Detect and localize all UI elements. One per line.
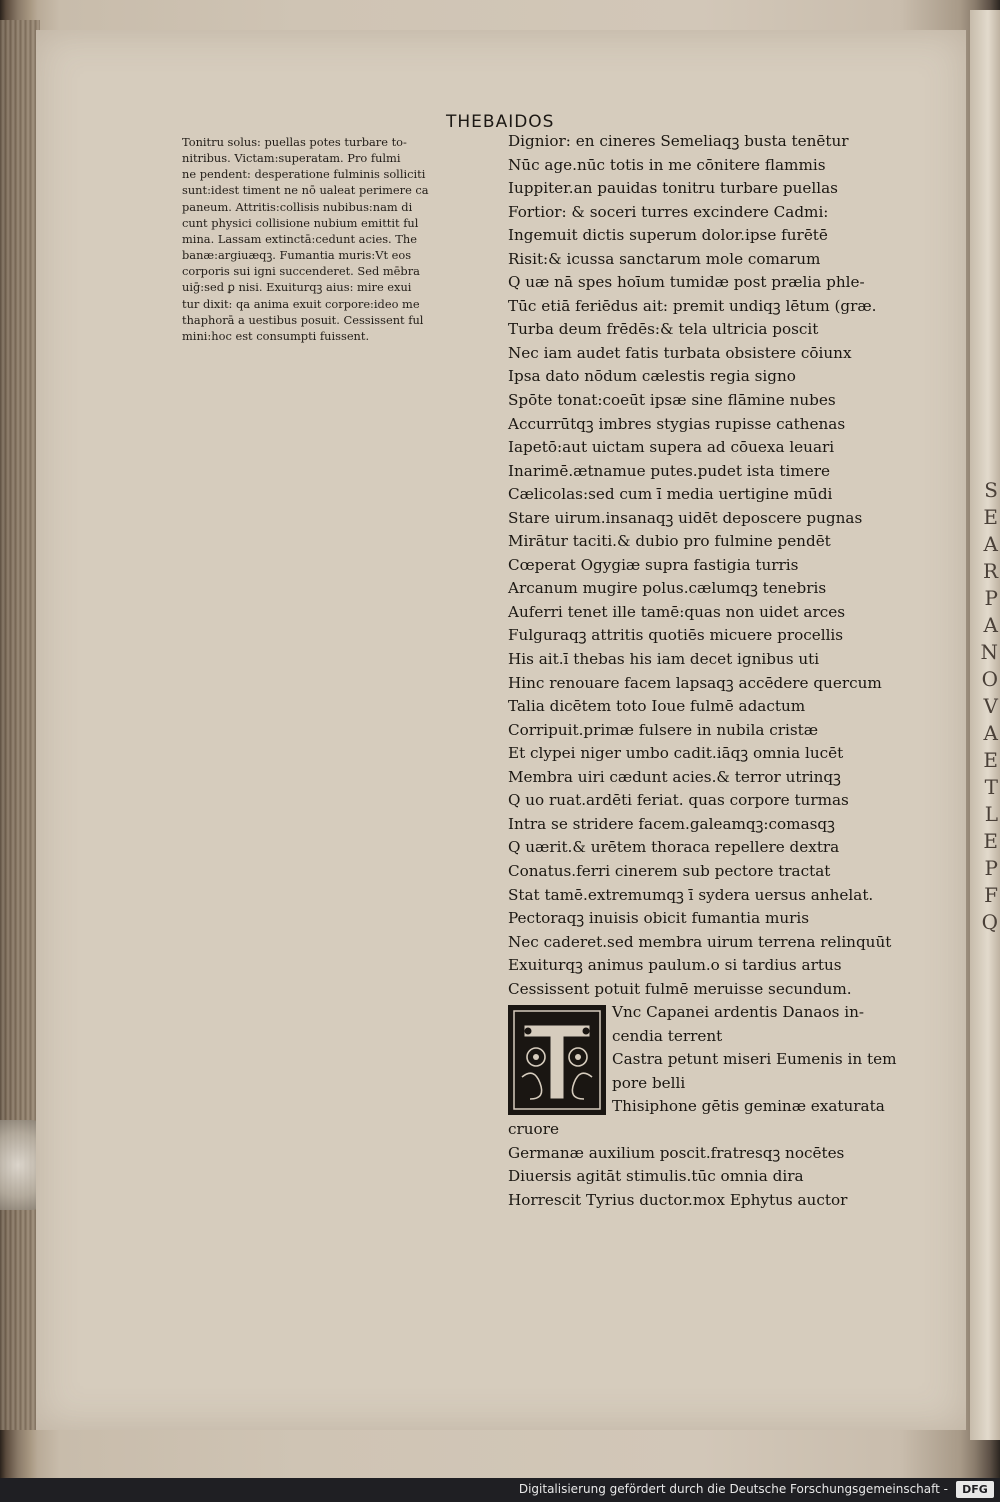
verse-lines-before-line: Q uo ruat.ardēti feriat. quas corpore turmas [508, 791, 849, 810]
verse-lines-before-line: Stare uirum.insanaqꝫ uidēt deposcere pugnas [508, 508, 863, 527]
verse-lines-before-line: Hinc renouare facem lapsaqꝫ accēdere quercum [508, 673, 882, 692]
facing-page-letter: E [983, 748, 998, 772]
verse-lines-before-line: Mirātur taciti.& dubio pro fulmine pendēt [508, 532, 831, 551]
facing-page-letter: A [983, 721, 998, 745]
verse-lines-after [508, 1118, 928, 1212]
initial-lines-line: pore belli [612, 1073, 686, 1092]
verse-lines-before-line: Iuppiter.an pauidas tonitru turbare puellas [508, 179, 838, 198]
initial-lines-line: Thisiphone gētis geminæ exaturata [612, 1097, 885, 1116]
commentary-line: paneum. Attritis:collisis nubibus:nam di [182, 199, 413, 214]
footer-bar [0, 1478, 1000, 1502]
commentary-line: thaphorā a uestibus posuit. Cessissent ful [182, 312, 424, 327]
commentary-line: mina. Lassam extinctā:cedunt acies. The [182, 231, 417, 246]
facing-page-letter: V [983, 694, 998, 718]
verse-lines-before-line: Fortior: & soceri turres excindere Cadmi: [508, 202, 829, 221]
verse-lines-before-line: Tūc etiā feriēdus ait: premit undiqꝫ lētum (græ. [508, 296, 877, 315]
verse-lines-before-line: Nec caderet.sed membra uirum terrena relinquūt [508, 932, 892, 951]
commentary-line: uiḡ:sed ꝑ nisi. Exuiturqꝫ aius: mire exui [182, 280, 412, 295]
facing-page-letter: R [982, 559, 998, 583]
verse-lines-after-line: Diuersis agitāt stimulis.tūc omnia dira [508, 1167, 804, 1186]
dfg-logo: DFG [956, 1481, 994, 1498]
verse-lines-before-line: Risit:& icussa sanctarum mole comarum [508, 249, 821, 268]
initial-lines-line: cendia terrent [612, 1026, 723, 1045]
verse-lines-before-line: Cælicolas:sed cum ī media uertigine mūdi [508, 485, 833, 504]
verse-lines-before-line: Ingemuit dictis superum dolor.ipse furētē [508, 226, 828, 245]
verse-lines-before-line: His ait.ī thebas his iam decet ignibus uti [508, 650, 820, 669]
footer-credit: Digitalisierung gefördert durch die Deutsche Forschungsgemeinschaft - [518, 1482, 948, 1496]
verse-column [508, 130, 928, 1212]
verse-lines-before-line: Ipsa dato nōdum cælestis regia signo [508, 367, 796, 386]
facing-page-letter: A [983, 532, 998, 556]
facing-page-letter: P [984, 856, 998, 880]
initial-lines [612, 1001, 932, 1119]
verse-lines-before-line: Talia dicētem toto Ioue fulmē adactum [508, 697, 806, 716]
commentary-line: ne pendent: desperatione fulminis solliciti [182, 167, 426, 182]
running-head: THEBAIDOS [446, 112, 555, 132]
verse-lines-before-line: Cœperat Ogygiæ supra fastigia turris [508, 555, 799, 574]
verse-lines-before [508, 130, 928, 1001]
verse-lines-before-line: Corripuit.primæ fulsere in nubila cristæ [508, 720, 819, 739]
verse-lines-before-line: Cessissent potuit fulmē meruisse secundum. [508, 979, 852, 998]
facing-page-edge [970, 10, 1000, 1440]
verse-lines-after-line: Germanæ auxilium poscit.fratresqꝫ nocētes [508, 1143, 845, 1162]
commentary-line: mini:hoc est consumpti fuissent. [182, 328, 370, 343]
facing-page-letter: Q [981, 910, 998, 934]
verse-lines-before-line: Turba deum frēdēs:& tela ultricia poscit [508, 320, 819, 339]
verse-lines-before-line: Q uæ nā spes hoīum tumidæ post prælia phle- [508, 273, 865, 292]
commentary-line: cunt physici collisione nubium emittit ful [182, 215, 419, 230]
facing-page-letter: O [981, 667, 998, 691]
commentary-line: sunt:idest timent ne nō ualeat perimere ca [182, 183, 429, 198]
commentary-line: corporis sui igni succenderet. Sed mēbra [182, 264, 420, 279]
verse-lines-before-line: Spōte tonat:coeūt ipsæ sine flāmine nubes [508, 391, 836, 410]
verse-lines-before-line: Conatus.ferri cinerem sub pectore tractat [508, 861, 831, 880]
verse-lines-before-line: Nec iam audet fatis turbata obsistere cōiunx [508, 343, 852, 362]
commentary-line: Tonitru solus: puellas potes turbare to- [182, 135, 407, 149]
verse-lines-before-line: Nūc age.nūc totis in me cōnitere flammis [508, 155, 826, 174]
verse-lines-before-line: Stat tamē.extremumqꝫ ī sydera uersus anhelat. [508, 885, 874, 904]
verse-lines-before-line: Intra se stridere facem.galeamqꝫ:comasqꝫ [508, 814, 835, 833]
facing-page-letter: A [983, 613, 998, 637]
verse-lines-before-line: Iapetō:aut uictam supera ad cōuexa leuari [508, 438, 835, 457]
decorated-initial-block [508, 1001, 928, 1118]
facing-page-letter: F [984, 883, 998, 907]
verse-lines-before-line: Pectoraqꝫ inuisis obicit fumantia muris [508, 909, 810, 928]
initial-lines-line: Vnc Capanei ardentis Danaos in- [612, 1003, 864, 1022]
verse-lines-before-line: Et clypei niger umbo cadit.iāqꝫ omnia lucēt [508, 744, 844, 763]
facing-page-letter: S [984, 478, 998, 502]
verse-lines-before-line: Exuiturqꝫ animus paulum.o si tardius artus [508, 956, 842, 975]
facing-page-letter: E [983, 829, 998, 853]
verse-lines-before-line: Fulguraqꝫ attritis quotiēs micuere procellis [508, 626, 844, 645]
commentary-line: nitribus. Victam:superatam. Pro fulmi [182, 151, 401, 166]
verse-lines-before-line: Q uærit.& urētem thoraca repellere dextra [508, 838, 840, 857]
verse-lines-after-line: Horrescit Tyrius ductor.mox Ephytus auctor [508, 1190, 848, 1209]
verse-lines-before-line: Dignior: en cineres Semeliaqꝫ busta tenētur [508, 132, 849, 150]
verse-lines-before-line: Inarimē.ætnamue putes.pudet ista timere [508, 461, 830, 480]
facing-page-letter: P [984, 586, 998, 610]
facing-page-letter: N [980, 640, 998, 664]
verse-lines-before-line: Membra uiri cædunt acies.& terror utrinqꝫ [508, 767, 841, 786]
verse-lines-after-line: cruore [508, 1120, 559, 1139]
commentary-column [182, 134, 496, 344]
facing-page-letter: L [984, 802, 998, 826]
initial-lines-line: Castra petunt miseri Eumenis in tem [612, 1050, 897, 1069]
facing-page-letter: E [983, 505, 998, 529]
verse-lines-before-line: Accurrūtqꝫ imbres stygias rupisse cathenas [508, 414, 846, 433]
woodcut-initial-t [508, 1005, 606, 1115]
commentary-line: tur dixit: qa anima exuit corpore:ideo me [182, 296, 420, 311]
commentary-line: banæ:argiuæqꝫ. Fumantia muris:Vt eos [182, 248, 412, 263]
page-edges-left [0, 20, 40, 1430]
facing-page-letter: T [984, 775, 998, 799]
verse-lines-before-line: Arcanum mugire polus.cælumqꝫ tenebris [508, 579, 827, 598]
verse-lines-before-line: Auferri tenet ille tamē:quas non uidet arces [508, 602, 846, 621]
